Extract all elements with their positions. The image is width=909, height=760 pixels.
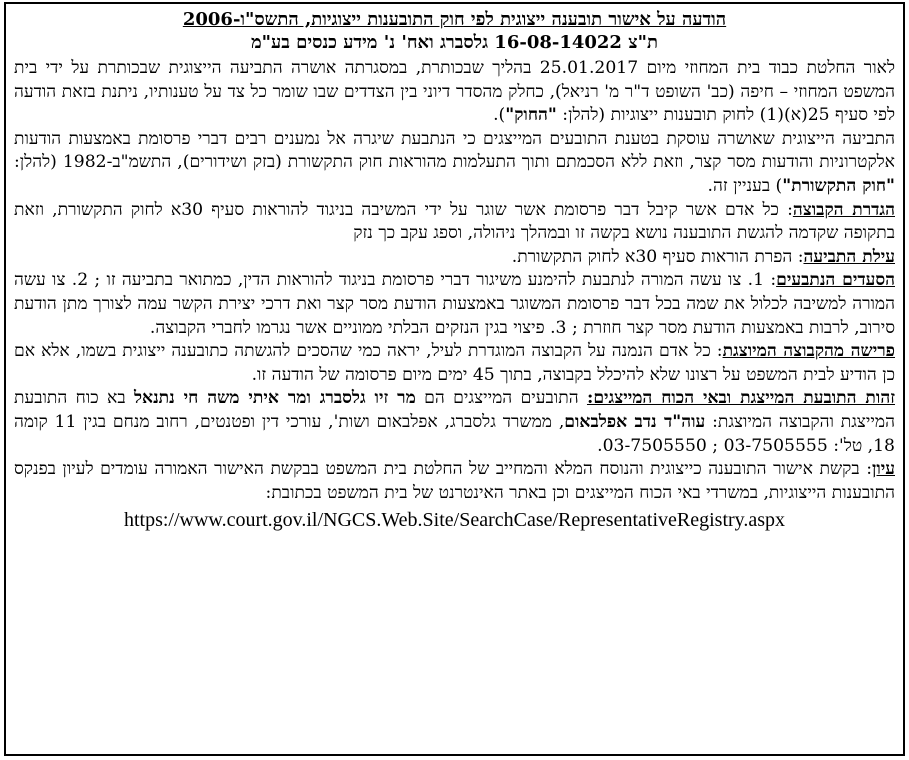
cause-paragraph (14, 246, 895, 270)
review-text: : בקשת אישור התובענה כייצוגית והנוסח המלא והמחייב של החלטת בית המשפט בבקשת האישור האמורה עומדים לעיון בפנקס התובענות הייצוגיות, במשרדי באי הכוח המייצגים וכן באתר האינטרנט של בית המשפט בכתובת: (14, 459, 895, 503)
review-paragraph (14, 458, 895, 505)
remedies-label: הסעדים הנתבעים (776, 270, 895, 291)
parties-text-3: , ממשרד גלסברג, אפלבאום ושות', עורכי דין ופטנטים, רחוב מנחם בגין 11 קומה 18, טל': 03-7505555 ; 03-7505550. (14, 411, 895, 456)
remedies-text: : 1. צו עשה המורה לנתבעת להימנע משיגור דברי פרסומת בניגוד להוראות הדין, כמתואר בתביעה זו ; 2. צו עשה המורה למשיבה לכלול את שמה בכל דבר פרסומת המשוגר באמצעות הודעת מסר קצר ואת דרכי יצירת הקשר עמה לצורך מתן הודעת סירוב, לרבות באמצעות הודעת מסר קצר חוזרת ; 3. פיצוי בגין הנזקים הבלתי ממוניים אשר נגרמו לחברי הקבוצה. (14, 270, 895, 338)
group-definition-paragraph (14, 199, 895, 246)
attorney-name: עוה"ד נדב אפלבאום (564, 411, 706, 432)
withdrawal-label: פרישה מהקבוצה המיוצגת (722, 341, 895, 362)
parties-label: זהות התובעת המייצגת ובאי הכוח המייצגים: (586, 388, 895, 409)
remedies-paragraph (14, 269, 895, 340)
legal-notice (4, 2, 905, 756)
parties-text-2: בא כוח התובעת המייצגת והקבוצה המיוצגת: (14, 388, 895, 432)
claim-end: ) בעניין זה. (707, 175, 783, 196)
intro-end: ). (493, 105, 506, 126)
intro-text: לאור החלטת כבוד בית המחוזי מיום 25.01.2017 בהליך שבכותרת, במסגרתה אושרה התביעה הייצוגית שבכותרת על ידי בית המשפט המחוזי – חיפה (כב' השופט ד"ר מ' רניאל), כחלק מהסדר דיוני בין הצדדים שבו שומר כל צד על טענותיו, ניתנת בזאת הודעה לפי סעיף 25(א)(1) לחוק תובענות ייצוגיות (להלן: (14, 58, 895, 126)
representative-plaintiffs: מר זיו גלסברג ומר איתי משה חי נתנאל (134, 388, 416, 409)
review-label: עיון (871, 459, 895, 480)
intro-paragraph (14, 57, 895, 128)
case-number: ת"צ 16-08-14022 גלסברג ואח' נ' מידע כנסים בע"מ (250, 32, 659, 53)
parties-paragraph (14, 387, 895, 458)
cause-text: : הפרת הוראות סעיף 30א לחוק התקשורת. (511, 246, 804, 267)
group-definition-text: : כל אדם אשר קיבל דבר פרסומת אשר שוגר על ידי המשיבה בניגוד להוראות סעיף 30א לחוק התקשורת, וזאת בתקופה שקדמה להגשת התובענה נושא בקשה זו ובמהלך ניהולה, וספג עקב כך נזק (14, 199, 895, 244)
communications-law-definition: "חוק התקשורת" (782, 175, 895, 196)
withdrawal-paragraph (14, 340, 895, 387)
registry-url[interactable]: https://www.court.gov.il/NGCS.Web.Site/SearchCase/RepresentativeRegistry.aspx (123, 509, 786, 532)
notice-title: הודעה על אישור תובענה ייצוגית לפי חוק התובענות ייצוגיות, התשס"ו-2006 (182, 9, 727, 30)
law-definition: "החוק" (505, 105, 557, 126)
group-definition-label: הגדרת הקבוצה (792, 199, 895, 220)
claim-text: התביעה הייצוגית שאושרה עוסקת בטענת התובעים המייצגים כי הנתבעת שיגרה אל נמענים רבים דברי פרסומת באמצעות הודעות אלקטרוניות והודעות מסר קצר, וזאת ללא הסכמתם ותוך התעלמות מהוראות חוק התקשורת (בזק ושידורים), התשמ"ב-1982 (להלן: (14, 128, 895, 173)
parties-text-1: התובעים המייצגים הם (415, 388, 587, 409)
claim-paragraph (14, 128, 895, 199)
cause-label: עילת התביעה (803, 246, 895, 267)
withdrawal-text: : כל אדם הנמנה על הקבוצה המוגדרת לעיל, יראה כמי שהסכים להגשתה כתובענה ייצוגית בשמו, אלא אם כן הודיע לבית המשפט על רצונו שלא להיכלל בקבוצה, בתוך 45 ימים מיום פרסומה של הודעה זו. (14, 341, 895, 385)
